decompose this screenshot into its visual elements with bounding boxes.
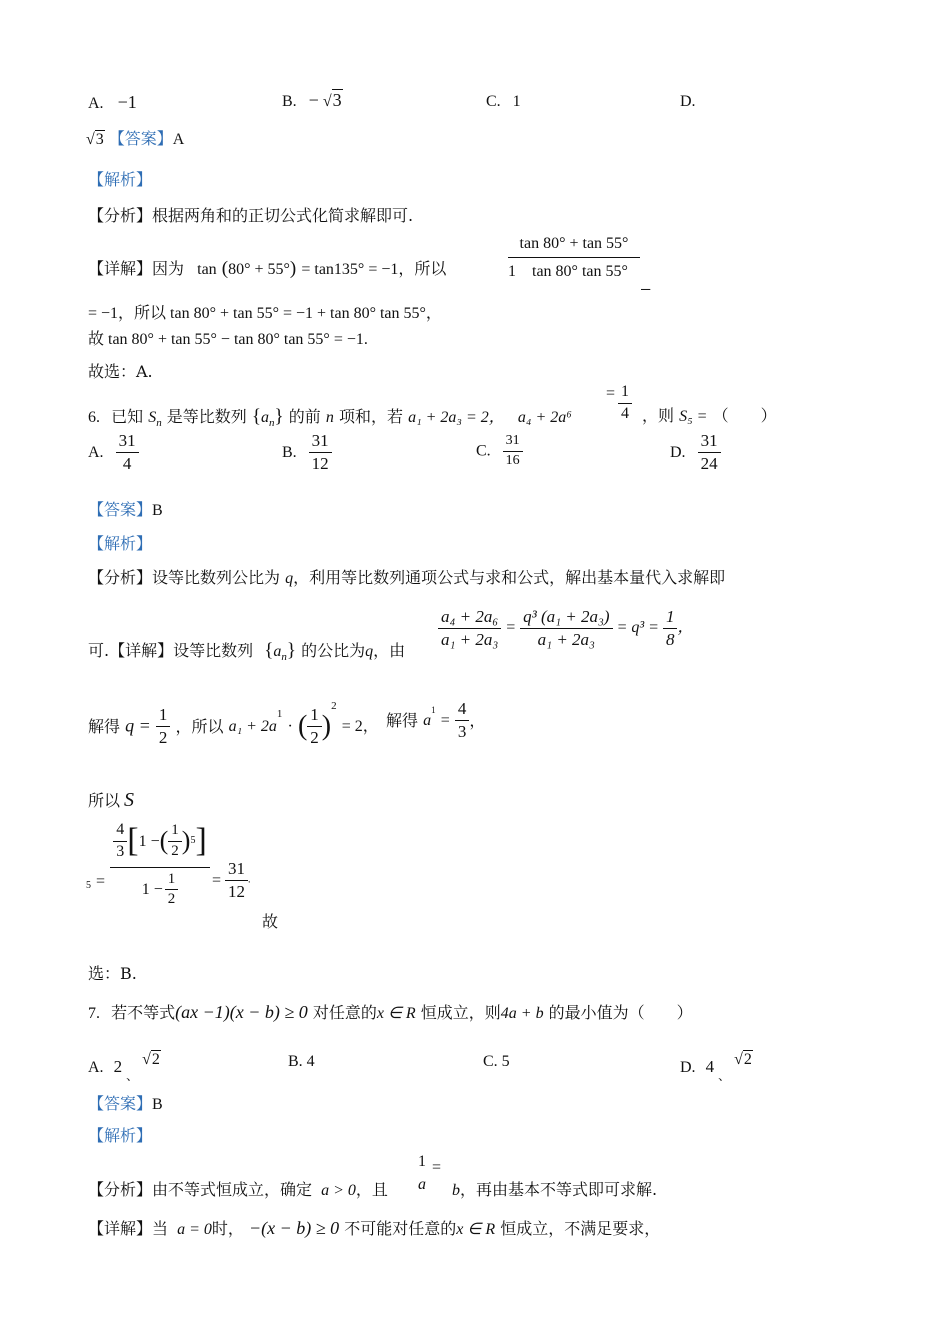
q5-choose: 故选：A. (88, 362, 153, 381)
q7-xiangjie: 【详解】当 a = 0时， −(x − b) ≥ 0 不可能对任意的x ∈ R 恒成立，不满足要求， (88, 1218, 661, 1238)
q7-option-c: C. 5 (483, 1053, 510, 1070)
q6-solve-q: 解得 q = $\frac{1}{2}$ ，所以 $a_1 + 2a^1$ · ( $\frac{1}{2}$ )$^2$ = 2， (88, 700, 379, 747)
q5-option-a: A. −1 (88, 92, 137, 112)
q6-gu: 故 (262, 912, 279, 931)
q7-fenxi-end: b，再由基本不等式即可求解. (452, 1180, 658, 1199)
q5-fraction-den: 1 tan 80° tan 55° (508, 263, 628, 281)
q5-option-b: B. − √3 (282, 90, 342, 110)
q7-fenxi-eq: = (432, 1159, 442, 1176)
q5-fraction-num: tan 80° + tan 55° (508, 234, 640, 258)
q7-jiexi: 【解析】 (88, 1126, 153, 1145)
q6-cond2-frac: $\frac{1}{4}$ (618, 384, 632, 423)
q6-option-c: C. $\frac{31}{16}$ (476, 434, 523, 468)
q6-S5-result: = $\frac{31}{12}$ . (212, 859, 251, 901)
q5-option-d-radical: √3 (86, 131, 104, 148)
q5-xiangjie-line2: = −1，所以 tan 80° + tan 55° = −1 + tan 80° tan 55°， (88, 305, 442, 322)
q5-xiangjie-line1: 【详解】因为 tan (80° + 55°) = tan135° = −1，所以 (88, 258, 447, 279)
q6-S-eq: = (96, 873, 106, 890)
q6-option-d: D. $\frac{31}{24}$ (670, 432, 721, 473)
q6-fenxi: 【分析】设等比数列公比为 q，利用等比数列通项公式与求和公式，解出基本量代入求解即 (88, 568, 726, 587)
q6-solve-a1: 解得 $a^1$ = $\frac{4}{3}$ ， (386, 699, 486, 741)
q6-cond2-eq: = (606, 385, 616, 402)
q7-fenxi: 【分析】由不等式恒成立，确定 a > 0，且 (88, 1180, 388, 1199)
q6-answer: 【答案】B (88, 500, 163, 519)
q6-jiexi: 【解析】 (88, 534, 153, 553)
q6-stem-end: ，则 S₅ = （ ） (642, 406, 777, 425)
q7-option-d: D. 4 $_、$ √2 (680, 1051, 752, 1083)
q6-ratio-equation: $\frac{\text{a₄ + 2a₆}}{\text{a₁ + 2a₃}}$ = $\frac{\text{q³ (a₁ + 2a₃)}}{\text{a₁ + 2a₃}}$ = q³ = $\frac{1}{8}$ ， (438, 608, 693, 649)
q5-answer: √3 【答案】A (86, 131, 185, 148)
q6-S-sub: 5 (86, 880, 91, 891)
q6-xiangjie-lead: 可.【详解】设等比数列 $\{a_n\}$ 的公比为q，由 (88, 640, 406, 664)
q6-S5-fraction: $\frac{4}{3}$ [ 1 − ( $\frac{1}{2}$ ) 5 ] 1 − $\frac{1}{2}$ (110, 822, 210, 908)
q7-answer: 【答案】B (88, 1094, 163, 1113)
q5-option-d: D. (680, 93, 696, 110)
q6-xuan: 选：B. (88, 964, 137, 983)
q7-stem: 7. 若不等式(ax −1)(x − b) ≥ 0 对任意的x ∈ R 恒成立，则4a + b 的最小值为（ ） (88, 1002, 693, 1022)
q7-fenxi-frac: 1 a (418, 1153, 426, 1194)
q5-xiangjie-line3: 故 tan 80° + tan 55° − tan 80° tan 55° = −1. (88, 331, 368, 348)
q6-stem: 6. 已知 $S_n$ 是等比数列 $\{a_n\}$ 的前 n 项和，若 a₁ + 2a₃ = 2， a₄ + 2a⁶ (88, 406, 572, 430)
q5-fenxi: 【分析】根据两角和的正切公式化简求解即可. (88, 206, 414, 225)
q6-option-b: B. $\frac{31}{12}$ (282, 432, 332, 473)
q5-fraction (508, 234, 640, 281)
q7-option-b: B. 4 (288, 1053, 315, 1070)
q5-jiexi: 【解析】 (88, 170, 153, 189)
q6-suoyi-S: 所以 S (88, 789, 135, 811)
q7-option-a: A. 2 $_、$ √2 (88, 1051, 160, 1083)
q5-dash: − (640, 279, 652, 301)
q5-option-c: C. 1 (486, 93, 521, 110)
q6-option-a: A. $\frac{31}{4}$ (88, 432, 139, 473)
